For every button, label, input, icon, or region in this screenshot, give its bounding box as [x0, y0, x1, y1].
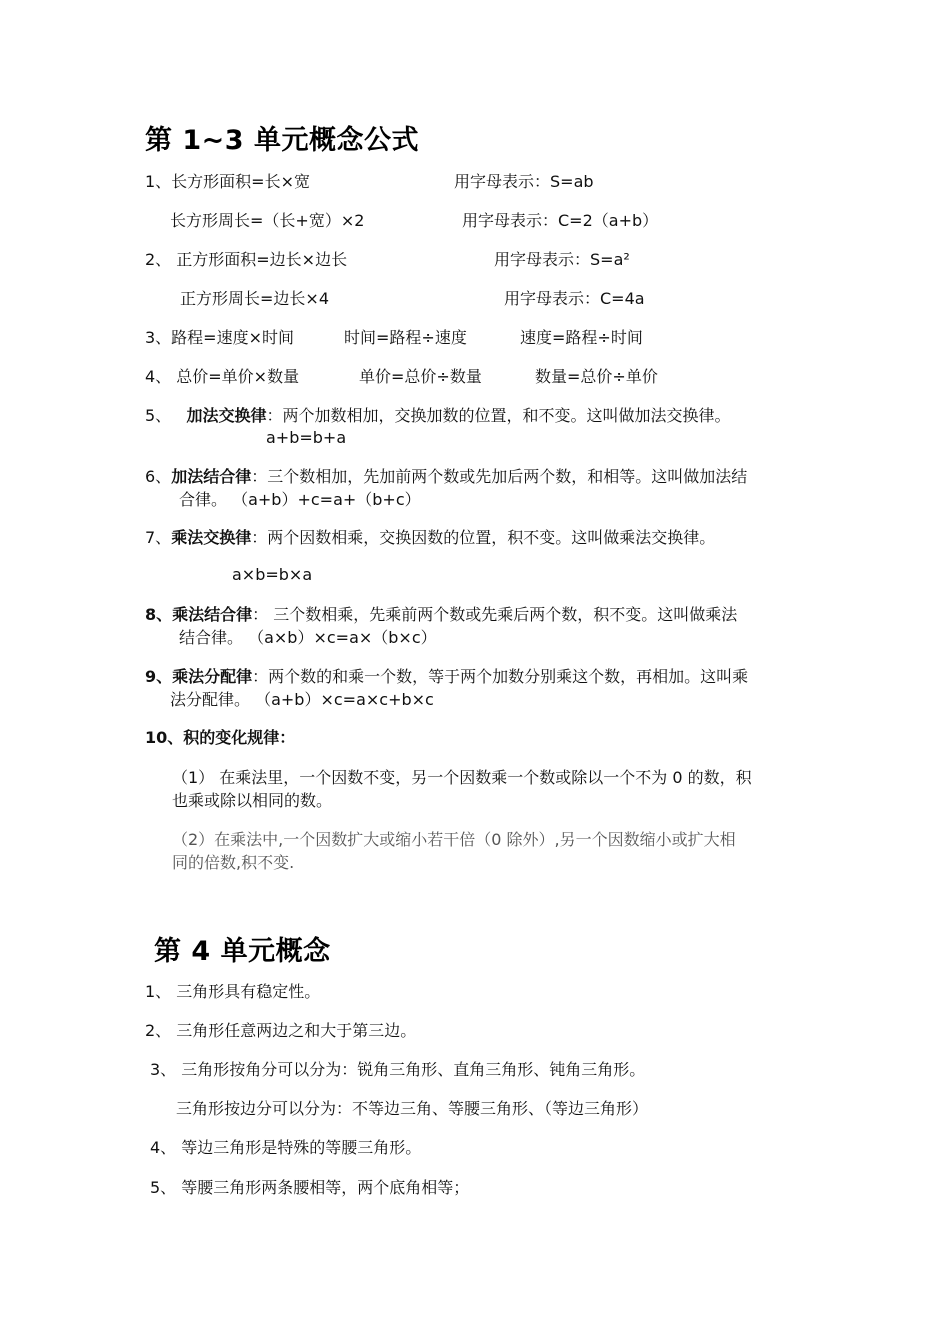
speed-formula: 速度=路程÷时间: [520, 328, 643, 347]
multiplication-associative-law: [145, 603, 810, 649]
rect-perimeter-formula: 长方形周长=（长+宽）×2: [170, 211, 365, 230]
triangle-item-3b: 三角形按边分可以分为：不等边三角、等腰三角形、（等边三角形）: [176, 1099, 649, 1118]
multiplication-commutative-law: [145, 528, 715, 548]
law-term: 加法结合律: [171, 467, 252, 486]
square-perimeter-letters: 用字母表示：C=4a: [504, 289, 645, 308]
rect-perimeter-letters: 用字母表示：C=2（a+b）: [462, 211, 659, 230]
law-continuation: 合律。 （a+b）+c=a+（b+c）: [179, 490, 421, 509]
triangle-item-3: 3、 三角形按角分可以分为：锐角三角形、直角三角形、钝角三角形。: [150, 1060, 646, 1079]
addition-associative-law: [145, 465, 810, 511]
law-term: 8、乘法结合律: [145, 605, 253, 624]
unit-price-formula: 单价=总价÷数量: [359, 367, 482, 386]
law-term: 9、乘法分配律: [145, 667, 253, 686]
triangle-item-1: 1、 三角形具有稳定性。: [145, 982, 321, 1001]
product-rule-2: [172, 828, 812, 874]
item-number: 7、: [145, 528, 172, 547]
square-area-formula: 2、 正方形面积=边长×边长: [145, 250, 348, 269]
law-definition: ： 三个数相乘，先乘前两个数或先乘后两个数，积不变。这叫做乘法: [252, 605, 738, 624]
addition-commutative-formula: a+b=b+a: [266, 428, 347, 447]
rule-line: （1） 在乘法里，一个因数不变，另一个因数乘一个数或除以一个不为 0 的数，积: [172, 768, 752, 787]
distance-formula: 3、路程=速度×时间: [145, 328, 294, 347]
product-rule-1: [172, 766, 812, 812]
rect-area-letters: 用字母表示：S=ab: [454, 172, 594, 191]
addition-commutative-law: [145, 406, 730, 426]
square-perimeter-formula: 正方形周长=边长×4: [180, 289, 329, 308]
product-change-rule-heading: 10、积的变化规律：: [145, 728, 296, 747]
law-term: 加法交换律: [186, 406, 267, 425]
triangle-item-2: 2、 三角形任意两边之和大于第三边。: [145, 1021, 417, 1040]
rule-line: （2）在乘法中,一个因数扩大或缩小若干倍（0 除外）,另一个因数缩小或扩大相: [172, 830, 736, 849]
triangle-item-4: 4、 等边三角形是特殊的等腰三角形。: [150, 1138, 422, 1157]
quantity-formula: 数量=总价÷单价: [535, 367, 658, 386]
law-definition: ：两个因数相乘，交换因数的位置，积不变。这叫做乘法交换律。: [251, 528, 716, 547]
law-continuation: 结合律。 （a×b）×c=a×（b×c）: [179, 628, 437, 647]
law-definition: ：两个加数相加，交换加数的位置，和不变。这叫做加法交换律。: [266, 406, 731, 425]
law-continuation: 法分配律。 （a+b）×c=a×c+b×c: [170, 690, 434, 709]
law-definition: ：三个数相加，先加前两个数或先加后两个数，和相等。这叫做加法结: [251, 467, 748, 486]
rule-line: 同的倍数,积不变.: [172, 853, 295, 872]
section-1-title: 第 1~3 单元概念公式: [145, 125, 419, 156]
triangle-item-5: 5、 等腰三角形两条腰相等，两个底角相等；: [150, 1178, 470, 1197]
rule-line: 也乘或除以相同的数。: [172, 791, 333, 810]
time-formula: 时间=路程÷速度: [344, 328, 467, 347]
multiplication-distributive-law: [145, 665, 810, 711]
multiplication-commutative-formula: a×b=b×a: [232, 565, 313, 584]
section-2-title: 第 4 单元概念: [154, 936, 331, 967]
law-definition: ：两个数的和乘一个数，等于两个加数分别乘这个数，再相加。这叫乘: [252, 667, 749, 686]
square-area-letters: 用字母表示：S=a²: [494, 250, 630, 269]
total-price-formula: 4、 总价=单价×数量: [145, 367, 300, 386]
rect-area-formula: 1、长方形面积=长×宽: [145, 172, 310, 191]
law-term: 乘法交换律: [171, 528, 252, 547]
item-number: 6、: [145, 467, 172, 486]
item-number: 5、: [145, 406, 172, 425]
